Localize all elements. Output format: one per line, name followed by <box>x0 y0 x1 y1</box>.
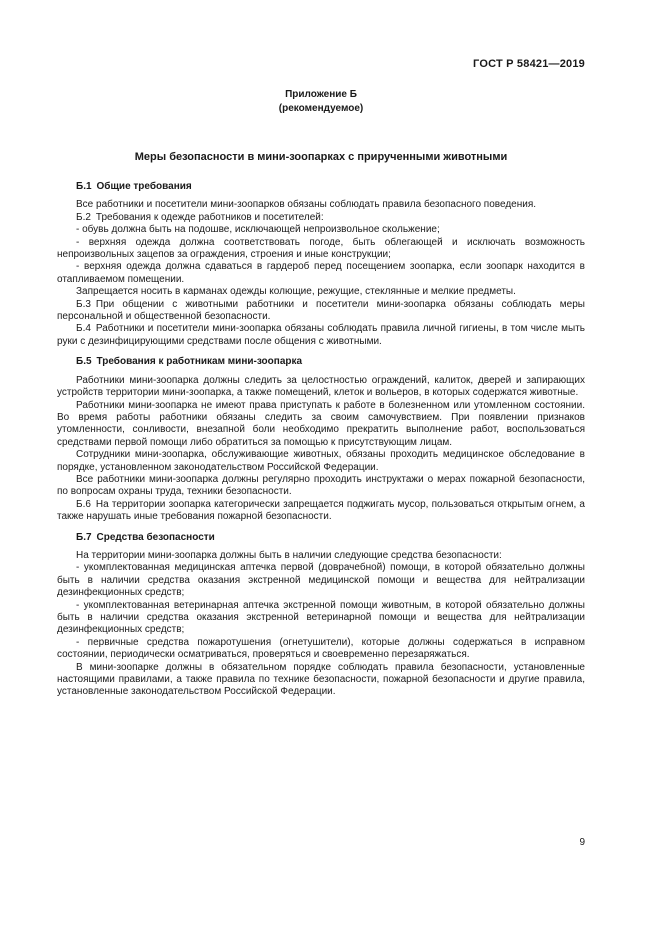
clause-b6-paragraph: Б.6 На территории зоопарка категорически запрещается поджигать мусор, пользоваться открытым огнем, а также нарушать иные требования пожарной безопасности. <box>57 498 585 523</box>
list-item-footwear: - обувь должна быть на подошве, исключающей непроизвольное скольжение; <box>76 224 440 236</box>
clause-b4-paragraph: Б.4 Работники и посетители мини-зоопарка обязаны соблюдать правила личной гигиены, в том числе мыть руки с дезинфицирующими средствами после общения с животными. <box>57 323 585 347</box>
list-item-outerwear-cloakroom: - верхняя одежда должна сдаваться в гардероб перед посещением зоопарка, если зоопарк находится в отапливаемом помещении. <box>57 261 585 285</box>
paragraph-pocket-items: Запрещается носить в карманах одежды колющие, режущие, стеклянные и мелкие предметы. <box>76 286 516 298</box>
clause-b2-paragraph: Б.2 Требования к одежде работников и посетителей: <box>76 211 324 223</box>
paragraph-safety-means-intro: На территории мини-зоопарка должны быть в наличии следующие средства безопасности: <box>76 549 502 561</box>
document-title: Меры безопасности в мини-зоопарках с прирученными животными <box>134 151 508 163</box>
paragraph-medical-examination: Сотрудники мини-зоопарка, обслуживающие животных, обязаны проходить медицинское обследование в порядке, установленном законодательством Российской Федерации. <box>57 449 585 473</box>
list-item-fire-extinguishers: - первичные средства пожаротушения (огнетушители), которые должны содержаться в исправном состоянии, периодически осматриваться, проверяться и своевременно перезаряжаться. <box>57 636 585 661</box>
appendix-note: (рекомендуемое) <box>278 102 364 114</box>
paragraph-mandatory-rules: В мини-зоопарке должны в обязательном порядке соблюдать правила безопасности, установленные настоящими правилами, а также правила по технике безопасности, пожарной безопасности и другие правила, установленные законодательством Российской Федерации. <box>57 661 585 698</box>
page-number: 9 <box>579 837 585 848</box>
appendix-label: Приложение Б <box>285 89 357 100</box>
paragraph-enclosure-integrity: Работники мини-зоопарка должны следить за целостностью ограждений, калиток, дверей и запирающих устройств территории мини-зоопарка, а также помещений, клеток и вольеров, в которых содержатся животные. <box>57 374 585 399</box>
list-item-medical-kit: - укомплектованная медицинская аптечка первой (доврачебной) помощи, в которой обязательно должны быть в наличии средства оказания экстренной медицинской помощи и вещества для нейтрализации дезинфекционных средств; <box>57 562 585 599</box>
paragraph-fire-briefings: Все работники мини-зоопарка должны регулярно проходить инструктажи о мерах пожарной безопасности, по вопросам охраны труда, техники безопасности. <box>57 473 585 498</box>
section-b7 <box>57 532 585 699</box>
list-item-veterinary-kit: - укомплектованная ветеринарная аптечка экстренной помощи животным, в которой обязательно должны быть в наличии средства оказания экстренной ветеринарной помощи и вещества для нейтрализации дезинфекционных средств; <box>57 599 585 636</box>
clause-b3-paragraph: Б.3 При общении с животными работники и посетители мини-зоопарка обязаны соблюдать меры персональной и общественной безопасности. <box>57 298 585 323</box>
section-b5 <box>57 356 585 523</box>
paragraph-worker-health: Работники мини-зоопарка не имеют права приступать к работе в болезненном или утомленном состоянии. Во время работы работники обязаны следить за своим самочувствием. При появлении признаков утомленности, сонливости, внезапной боли необходимо прекратить выполнение работ, воспользоваться средствами первой помощи либо обратиться за помощью к присутствующим лицам. <box>57 399 585 448</box>
paragraph-general-rule: Все работники и посетители мини-зоопарков обязаны соблюдать правила безопасного поведения. <box>76 199 537 211</box>
text-block <box>57 58 585 699</box>
section-b5-heading: Б.5 Требования к работникам мини-зоопарка <box>76 356 303 368</box>
section-b1 <box>57 181 585 348</box>
standard-code: ГОСТ Р 58421—2019 <box>473 58 585 70</box>
list-item-outerwear-fit: - верхняя одежда должна соответствовать погоде, быть облегающей и исключать возможность непроизвольных зацепов за ограждения, строения и иные конструкции; <box>57 236 585 261</box>
section-b1-heading: Б.1 Общие требования <box>76 181 192 192</box>
section-b7-heading: Б.7 Средства безопасности <box>76 531 215 543</box>
appendix-header <box>57 88 585 115</box>
